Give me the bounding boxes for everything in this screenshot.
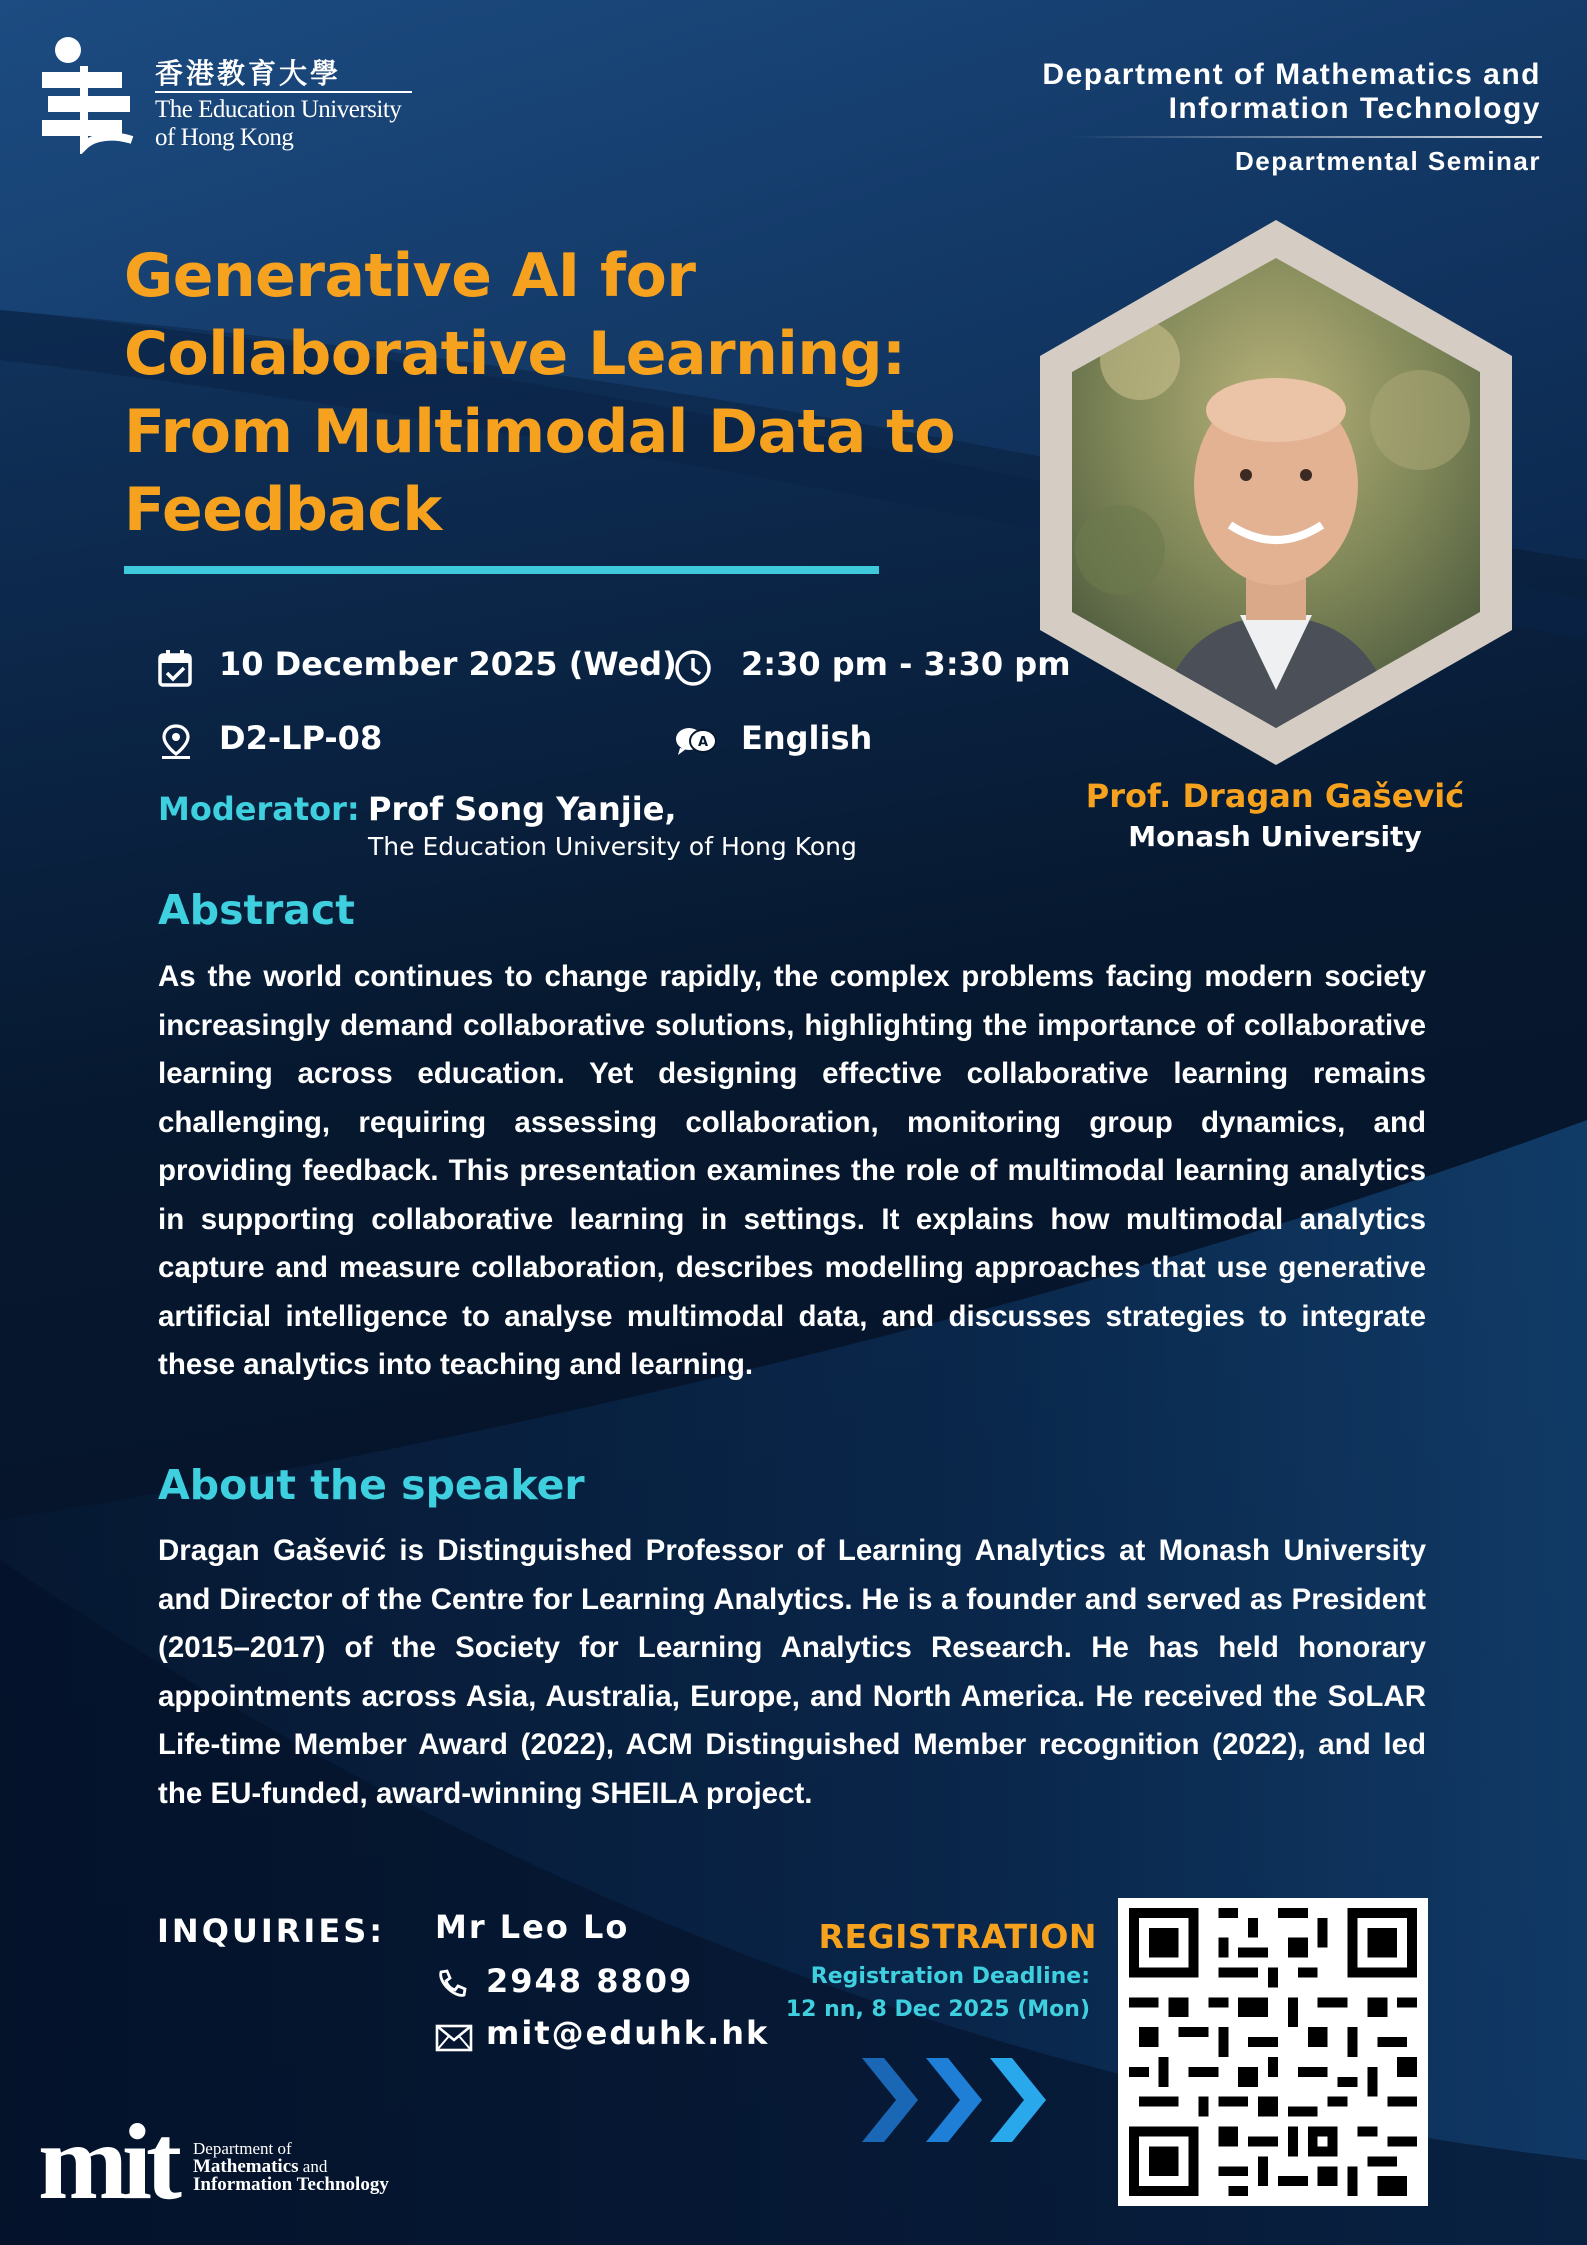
- university-name-line-1: The Education University: [155, 96, 402, 123]
- registration-qr-code[interactable]: [1118, 1898, 1428, 2206]
- registration-heading: REGISTRATION: [818, 1917, 1097, 1956]
- about-speaker-heading: About the speaker: [158, 1461, 585, 1509]
- speaker-affiliation: Monash University: [1128, 820, 1422, 853]
- title-line: Collaborative Learning:: [124, 319, 906, 389]
- chevron-arrow-icon: [862, 2058, 1052, 2142]
- footer-dept-bold: Mathematics: [193, 2156, 299, 2177]
- abstract-heading: Abstract: [158, 886, 355, 934]
- logo-divider: [155, 91, 412, 93]
- qr-code-icon: [1118, 1898, 1428, 2206]
- language-icon: [674, 724, 718, 758]
- contact-email[interactable]: mit@eduhk.hk: [486, 2014, 770, 2052]
- event-time: 2:30 pm - 3:30 pm: [741, 645, 1071, 683]
- clock-icon: [674, 649, 712, 687]
- department-line-2: Information Technology: [1168, 92, 1541, 125]
- eduhk-logo-icon: [34, 36, 140, 154]
- registration-deadline-label: Registration Deadline:: [810, 1964, 1090, 1989]
- moderator-affiliation: The Education University of Hong Kong: [368, 832, 857, 861]
- university-name-chinese: 香港教育大學: [155, 57, 342, 90]
- mit-logo-text: mit: [38, 2114, 176, 2204]
- department-line-1: Department of Mathematics and: [1042, 58, 1541, 91]
- university-name-line-2: of Hong Kong: [155, 124, 294, 151]
- footer-dept-rest: and: [302, 2157, 328, 2176]
- moderator-name: Prof Song Yanjie,: [368, 790, 677, 828]
- title-underline: [124, 566, 879, 574]
- event-venue: D2-LP-08: [219, 719, 383, 757]
- title-line: Feedback: [124, 475, 442, 545]
- mit-logo: [38, 2114, 190, 2204]
- phone-icon: [435, 1968, 467, 2000]
- title-line: Generative AI for: [124, 241, 696, 311]
- footer-dept-line-3: Information Technology: [193, 2174, 389, 2195]
- title-line: From Multimodal Data to: [124, 397, 955, 467]
- calendar-icon: [158, 649, 192, 687]
- speaker-name: Prof. Dragan Gašević: [1085, 777, 1465, 815]
- event-language: English: [741, 719, 873, 757]
- moderator-label: Moderator:: [158, 790, 360, 828]
- inquiries-label: INQUIRIES:: [157, 1912, 386, 1950]
- event-date: 10 December 2025 (Wed): [219, 645, 677, 683]
- footer-department-name: [193, 2140, 389, 2194]
- seminar-title: [124, 237, 1004, 549]
- registration-deadline: 12 nn, 8 Dec 2025 (Mon): [785, 1997, 1090, 2022]
- speaker-photo: [1040, 220, 1512, 765]
- location-pin-icon: [160, 724, 192, 760]
- department-divider: [1070, 136, 1542, 138]
- seminar-label: Departmental Seminar: [1235, 146, 1541, 176]
- contact-phone: 2948 8809: [486, 1962, 694, 2000]
- abstract-text: As the world continues to change rapidly, the complex problems facing modern society increasingly demand collaborative solutions, highlighting the importance of collaborative learning across education. Yet designing effective collaborative learning remains challenging, requiring assessing collaboration, monitoring group dynamics, and providing feedback. This presentation examines the role of multimodal learning analytics in supporting collaborative learning in settings. It explains how multimodal analytics capture and measure collaboration, describes modelling approaches that use generative artificial intelligence to analyse multimodal data, and discusses strategies to integrate these analytics into teaching and learning.: [158, 960, 1426, 1381]
- department-name: [901, 58, 1541, 126]
- university-name-english: [155, 96, 401, 152]
- contact-name: Mr Leo Lo: [435, 1908, 630, 1946]
- mail-icon: [435, 2024, 473, 2052]
- about-speaker-text: Dragan Gašević is Distinguished Professor of Learning Analytics at Monash University and Director of the Centre for Learning Analytics. He is a founder and served as President (2015–2017) of the Society for Learning Analytics Research. He has held honorary appointments across Asia, Australia, Europe, and North America. He received the SoLAR Life-time Member Award (2022), ACM Distinguished Member recognition (2022), and led the EU-funded, award-winning SHEILA project.: [158, 1534, 1426, 1810]
- footer-dept-line-1: Department of: [193, 2139, 292, 2158]
- svg-text:A: A: [697, 735, 709, 750]
